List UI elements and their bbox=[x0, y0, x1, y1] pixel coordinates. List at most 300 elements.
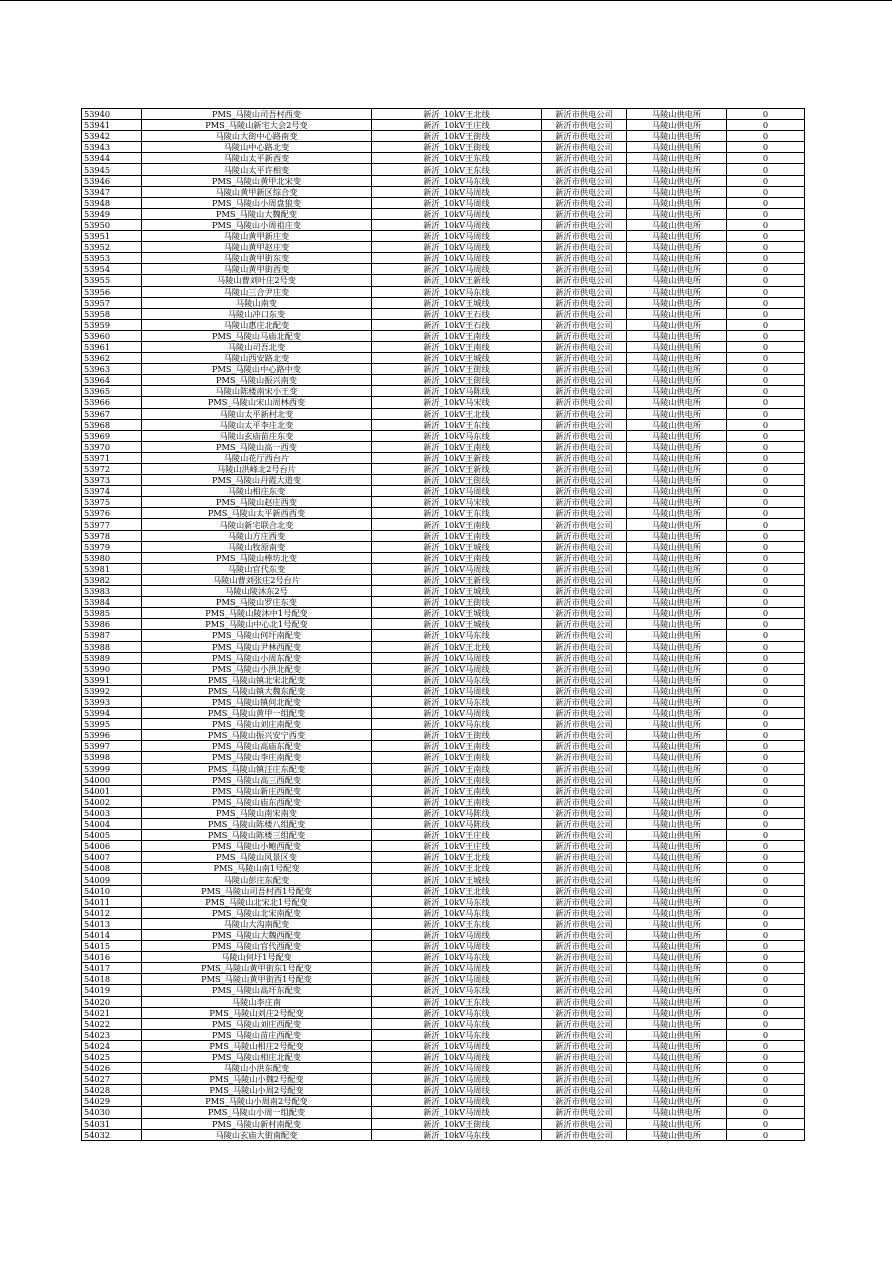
feeder-line-cell: 新沂_10kV王城线 bbox=[372, 619, 542, 630]
station-cell: 马陵山供电所 bbox=[627, 497, 727, 508]
company-cell: 新沂市供电公司 bbox=[542, 475, 627, 486]
row-id-cell: 53975 bbox=[82, 497, 142, 508]
transformer-name-cell: PMS_马陵山镇何北配变 bbox=[142, 696, 372, 707]
station-cell: 马陵山供电所 bbox=[627, 696, 727, 707]
feeder-line-cell: 新沂_10kV王街线 bbox=[372, 364, 542, 375]
station-cell: 马陵山供电所 bbox=[627, 807, 727, 818]
feeder-line-cell: 新沂_10kV马周线 bbox=[372, 1107, 542, 1118]
value-cell: 0 bbox=[727, 608, 805, 619]
table-row bbox=[82, 763, 805, 774]
station-cell: 马陵山供电所 bbox=[627, 142, 727, 153]
company-cell: 新沂市供电公司 bbox=[542, 497, 627, 508]
value-cell: 0 bbox=[727, 530, 805, 541]
value-cell: 0 bbox=[727, 1118, 805, 1129]
row-id-cell: 53943 bbox=[82, 142, 142, 153]
row-id-cell: 53993 bbox=[82, 696, 142, 707]
value-cell: 0 bbox=[727, 652, 805, 663]
company-cell: 新沂市供电公司 bbox=[542, 574, 627, 585]
value-cell: 0 bbox=[727, 674, 805, 685]
company-cell: 新沂市供电公司 bbox=[542, 1018, 627, 1029]
feeder-line-cell: 新沂_10kV马宋线 bbox=[372, 397, 542, 408]
table-row bbox=[82, 896, 805, 907]
transformer-name-cell: PMS_马陵山小周祖庄变 bbox=[142, 219, 372, 230]
value-cell: 0 bbox=[727, 1096, 805, 1107]
table-row bbox=[82, 641, 805, 652]
station-cell: 马陵山供电所 bbox=[627, 674, 727, 685]
transformer-name-cell: PMS_马陵山相庄2号配变 bbox=[142, 1040, 372, 1051]
value-cell: 0 bbox=[727, 497, 805, 508]
table-row bbox=[82, 1074, 805, 1085]
station-cell: 马陵山供电所 bbox=[627, 619, 727, 630]
station-cell: 马陵山供电所 bbox=[627, 752, 727, 763]
table-row bbox=[82, 408, 805, 419]
page-top-rule bbox=[0, 0, 892, 1]
row-id-cell: 54031 bbox=[82, 1118, 142, 1129]
table-row bbox=[82, 674, 805, 685]
feeder-line-cell: 新沂_10kV王街线 bbox=[372, 475, 542, 486]
feeder-line-cell: 新沂_10kV马周线 bbox=[372, 242, 542, 253]
company-cell: 新沂市供电公司 bbox=[542, 419, 627, 430]
transformer-name-cell: PMS_马陵山小周南2号配变 bbox=[142, 1096, 372, 1107]
table-row bbox=[82, 597, 805, 608]
feeder-line-cell: 新沂_10kV王东线 bbox=[372, 164, 542, 175]
table-row bbox=[82, 741, 805, 752]
transformer-name-cell: 马陵山西安路北变 bbox=[142, 353, 372, 364]
station-cell: 马陵山供电所 bbox=[627, 275, 727, 286]
table-row bbox=[82, 830, 805, 841]
feeder-line-cell: 新沂_10kV马周线 bbox=[372, 963, 542, 974]
station-cell: 马陵山供电所 bbox=[627, 219, 727, 230]
row-id-cell: 53950 bbox=[82, 219, 142, 230]
row-id-cell: 54019 bbox=[82, 985, 142, 996]
feeder-line-cell: 新沂_10kV马周线 bbox=[372, 1063, 542, 1074]
row-id-cell: 54002 bbox=[82, 796, 142, 807]
station-cell: 马陵山供电所 bbox=[627, 253, 727, 264]
station-cell: 马陵山供电所 bbox=[627, 586, 727, 597]
company-cell: 新沂市供电公司 bbox=[542, 763, 627, 774]
value-cell: 0 bbox=[727, 475, 805, 486]
value-cell: 0 bbox=[727, 208, 805, 219]
station-cell: 马陵山供电所 bbox=[627, 1018, 727, 1029]
table-row bbox=[82, 519, 805, 530]
table-row bbox=[82, 120, 805, 131]
transformer-name-cell: PMS_马陵山高庙东配变 bbox=[142, 741, 372, 752]
transformer-name-cell: 马陵山新宅联合北变 bbox=[142, 519, 372, 530]
feeder-line-cell: 新沂_10kV王南线 bbox=[372, 796, 542, 807]
transformer-name-cell: 马陵山冲口东变 bbox=[142, 308, 372, 319]
company-cell: 新沂市供电公司 bbox=[542, 941, 627, 952]
feeder-line-cell: 新沂_10kV王东线 bbox=[372, 996, 542, 1007]
transformer-name-cell: 马陵山小洪东配变 bbox=[142, 1063, 372, 1074]
row-id-cell: 53966 bbox=[82, 397, 142, 408]
company-cell: 新沂市供电公司 bbox=[542, 785, 627, 796]
station-cell: 马陵山供电所 bbox=[627, 341, 727, 352]
company-cell: 新沂市供电公司 bbox=[542, 408, 627, 419]
company-cell: 新沂市供电公司 bbox=[542, 918, 627, 929]
company-cell: 新沂市供电公司 bbox=[542, 674, 627, 685]
value-cell: 0 bbox=[727, 630, 805, 641]
company-cell: 新沂市供电公司 bbox=[542, 830, 627, 841]
value-cell: 0 bbox=[727, 131, 805, 142]
value-cell: 0 bbox=[727, 907, 805, 918]
table-row bbox=[82, 231, 805, 242]
feeder-line-cell: 新沂_10kV马周线 bbox=[372, 1074, 542, 1085]
station-cell: 马陵山供电所 bbox=[627, 852, 727, 863]
station-cell: 马陵山供电所 bbox=[627, 574, 727, 585]
transformer-name-cell: PMS_马陵山小周盘狼变 bbox=[142, 197, 372, 208]
feeder-line-cell: 新沂_10kV王东线 bbox=[372, 508, 542, 519]
value-cell: 0 bbox=[727, 308, 805, 319]
table-row bbox=[82, 264, 805, 275]
company-cell: 新沂市供电公司 bbox=[542, 608, 627, 619]
company-cell: 新沂市供电公司 bbox=[542, 1063, 627, 1074]
table-row bbox=[82, 319, 805, 330]
value-cell: 0 bbox=[727, 430, 805, 441]
table-row bbox=[82, 286, 805, 297]
value-cell: 0 bbox=[727, 597, 805, 608]
transformer-name-cell: 马陵山黄甲赵庄变 bbox=[142, 242, 372, 253]
company-cell: 新沂市供电公司 bbox=[542, 807, 627, 818]
station-cell: 马陵山供电所 bbox=[627, 109, 727, 120]
transformer-name-cell: PMS_马陵山官代西配变 bbox=[142, 941, 372, 952]
transformer-name-cell: 马陵山陈楼南宋小王变 bbox=[142, 386, 372, 397]
company-cell: 新沂市供电公司 bbox=[542, 863, 627, 874]
row-id-cell: 54027 bbox=[82, 1074, 142, 1085]
row-id-cell: 53968 bbox=[82, 419, 142, 430]
feeder-line-cell: 新沂_10kV马周线 bbox=[372, 186, 542, 197]
transformer-name-cell: PMS_马陵山新宅大会2号变 bbox=[142, 120, 372, 131]
table-row bbox=[82, 885, 805, 896]
company-cell: 新沂市供电公司 bbox=[542, 708, 627, 719]
value-cell: 0 bbox=[727, 1040, 805, 1051]
table-row bbox=[82, 785, 805, 796]
station-cell: 马陵山供电所 bbox=[627, 264, 727, 275]
transformer-name-cell: PMS_马陵山丹霞大道变 bbox=[142, 475, 372, 486]
feeder-line-cell: 新沂_10kV王北线 bbox=[372, 109, 542, 120]
company-cell: 新沂市供电公司 bbox=[542, 375, 627, 386]
value-cell: 0 bbox=[727, 353, 805, 364]
transformer-name-cell: PMS_马陵山棒坊北变 bbox=[142, 552, 372, 563]
station-cell: 马陵山供电所 bbox=[627, 641, 727, 652]
station-cell: 马陵山供电所 bbox=[627, 730, 727, 741]
company-cell: 新沂市供电公司 bbox=[542, 1107, 627, 1118]
feeder-line-cell: 新沂_10kV马周线 bbox=[372, 264, 542, 275]
station-cell: 马陵山供电所 bbox=[627, 1129, 727, 1140]
table-row bbox=[82, 574, 805, 585]
table-row bbox=[82, 796, 805, 807]
row-id-cell: 53941 bbox=[82, 120, 142, 131]
table-row bbox=[82, 1085, 805, 1096]
value-cell: 0 bbox=[727, 852, 805, 863]
station-cell: 马陵山供电所 bbox=[627, 308, 727, 319]
value-cell: 0 bbox=[727, 952, 805, 963]
station-cell: 马陵山供电所 bbox=[627, 830, 727, 841]
value-cell: 0 bbox=[727, 153, 805, 164]
company-cell: 新沂市供电公司 bbox=[542, 142, 627, 153]
company-cell: 新沂市供电公司 bbox=[542, 364, 627, 375]
value-cell: 0 bbox=[727, 752, 805, 763]
value-cell: 0 bbox=[727, 541, 805, 552]
value-cell: 0 bbox=[727, 918, 805, 929]
feeder-line-cell: 新沂_10kV王街线 bbox=[372, 131, 542, 142]
station-cell: 马陵山供电所 bbox=[627, 1118, 727, 1129]
feeder-line-cell: 新沂_10kV马陈线 bbox=[372, 386, 542, 397]
value-cell: 0 bbox=[727, 1051, 805, 1062]
table-row bbox=[82, 153, 805, 164]
station-cell: 马陵山供电所 bbox=[627, 1074, 727, 1085]
row-id-cell: 53996 bbox=[82, 730, 142, 741]
value-cell: 0 bbox=[727, 1085, 805, 1096]
company-cell: 新沂市供电公司 bbox=[542, 630, 627, 641]
company-cell: 新沂市供电公司 bbox=[542, 996, 627, 1007]
transformer-name-cell: 马陵山大街中心路南变 bbox=[142, 131, 372, 142]
station-cell: 马陵山供电所 bbox=[627, 819, 727, 830]
row-id-cell: 53981 bbox=[82, 563, 142, 574]
value-cell: 0 bbox=[727, 941, 805, 952]
value-cell: 0 bbox=[727, 974, 805, 985]
feeder-line-cell: 新沂_10kV王南线 bbox=[372, 341, 542, 352]
row-id-cell: 53969 bbox=[82, 430, 142, 441]
transformer-name-cell: PMS_马陵山大魏西配变 bbox=[142, 929, 372, 940]
row-id-cell: 53989 bbox=[82, 652, 142, 663]
station-cell: 马陵山供电所 bbox=[627, 774, 727, 785]
transformer-name-cell: 马陵山黄甲新区综合变 bbox=[142, 186, 372, 197]
value-cell: 0 bbox=[727, 663, 805, 674]
row-id-cell: 54022 bbox=[82, 1018, 142, 1029]
feeder-line-cell: 新沂_10kV马东线 bbox=[372, 907, 542, 918]
row-id-cell: 54030 bbox=[82, 1107, 142, 1118]
feeder-line-cell: 新沂_10kV王新线 bbox=[372, 275, 542, 286]
company-cell: 新沂市供电公司 bbox=[542, 131, 627, 142]
row-id-cell: 53961 bbox=[82, 341, 142, 352]
feeder-line-cell: 新沂_10kV马周线 bbox=[372, 1040, 542, 1051]
station-cell: 马陵山供电所 bbox=[627, 929, 727, 940]
table-row bbox=[82, 807, 805, 818]
value-cell: 0 bbox=[727, 796, 805, 807]
value-cell: 0 bbox=[727, 486, 805, 497]
station-cell: 马陵山供电所 bbox=[627, 796, 727, 807]
row-id-cell: 54025 bbox=[82, 1051, 142, 1062]
company-cell: 新沂市供电公司 bbox=[542, 952, 627, 963]
feeder-line-cell: 新沂_10kV王街线 bbox=[372, 1118, 542, 1129]
transformer-name-cell: 马陵山方庄西变 bbox=[142, 530, 372, 541]
feeder-line-cell: 新沂_10kV王北线 bbox=[372, 885, 542, 896]
table-row bbox=[82, 608, 805, 619]
station-cell: 马陵山供电所 bbox=[627, 896, 727, 907]
company-cell: 新沂市供电公司 bbox=[542, 929, 627, 940]
company-cell: 新沂市供电公司 bbox=[542, 452, 627, 463]
station-cell: 马陵山供电所 bbox=[627, 475, 727, 486]
row-id-cell: 53946 bbox=[82, 175, 142, 186]
value-cell: 0 bbox=[727, 830, 805, 841]
value-cell: 0 bbox=[727, 297, 805, 308]
value-cell: 0 bbox=[727, 996, 805, 1007]
station-cell: 马陵山供电所 bbox=[627, 541, 727, 552]
transformer-name-cell: 马陵山南变 bbox=[142, 297, 372, 308]
table-row bbox=[82, 375, 805, 386]
value-cell: 0 bbox=[727, 863, 805, 874]
transformer-name-cell: 马陵山玄庙大街南配变 bbox=[142, 1129, 372, 1140]
table-row bbox=[82, 109, 805, 120]
row-id-cell: 53949 bbox=[82, 208, 142, 219]
feeder-line-cell: 新沂_10kV王北线 bbox=[372, 641, 542, 652]
table-row bbox=[82, 941, 805, 952]
station-cell: 马陵山供电所 bbox=[627, 963, 727, 974]
table-row bbox=[82, 996, 805, 1007]
feeder-line-cell: 新沂_10kV马东线 bbox=[372, 674, 542, 685]
transformer-name-cell: PMS_马陵山新村南配变 bbox=[142, 1118, 372, 1129]
transformer-name-cell: 马陵山花厅西台片 bbox=[142, 452, 372, 463]
feeder-line-cell: 新沂_10kV王新线 bbox=[372, 574, 542, 585]
station-cell: 马陵山供电所 bbox=[627, 441, 727, 452]
table-row bbox=[82, 164, 805, 175]
feeder-line-cell: 新沂_10kV王城线 bbox=[372, 586, 542, 597]
feeder-line-cell: 新沂_10kV王南线 bbox=[372, 741, 542, 752]
value-cell: 0 bbox=[727, 719, 805, 730]
transformer-name-cell: PMS_马陵山宋山周林西变 bbox=[142, 397, 372, 408]
station-cell: 马陵山供电所 bbox=[627, 863, 727, 874]
value-cell: 0 bbox=[727, 341, 805, 352]
row-id-cell: 53979 bbox=[82, 541, 142, 552]
company-cell: 新沂市供电公司 bbox=[542, 430, 627, 441]
transformer-name-cell: PMS_马陵山黄甲北宋变 bbox=[142, 175, 372, 186]
transformer-name-cell: 马陵山陵沐东2号 bbox=[142, 586, 372, 597]
row-id-cell: 54029 bbox=[82, 1096, 142, 1107]
feeder-line-cell: 新沂_10kV王新线 bbox=[372, 464, 542, 475]
feeder-line-cell: 新沂_10kV王城线 bbox=[372, 874, 542, 885]
company-cell: 新沂市供电公司 bbox=[542, 1129, 627, 1140]
row-id-cell: 53959 bbox=[82, 319, 142, 330]
table-row bbox=[82, 464, 805, 475]
company-cell: 新沂市供电公司 bbox=[542, 619, 627, 630]
company-cell: 新沂市供电公司 bbox=[542, 219, 627, 230]
value-cell: 0 bbox=[727, 164, 805, 175]
table-row bbox=[82, 752, 805, 763]
transformer-name-cell: 马陵山相庄东变 bbox=[142, 486, 372, 497]
table-row bbox=[82, 242, 805, 253]
value-cell: 0 bbox=[727, 364, 805, 375]
station-cell: 马陵山供电所 bbox=[627, 1029, 727, 1040]
value-cell: 0 bbox=[727, 741, 805, 752]
company-cell: 新沂市供电公司 bbox=[542, 752, 627, 763]
feeder-line-cell: 新沂_10kV马周线 bbox=[372, 208, 542, 219]
station-cell: 马陵山供电所 bbox=[627, 597, 727, 608]
company-cell: 新沂市供电公司 bbox=[542, 353, 627, 364]
feeder-line-cell: 新沂_10kV马东线 bbox=[372, 985, 542, 996]
feeder-line-cell: 新沂_10kV马周线 bbox=[372, 219, 542, 230]
value-cell: 0 bbox=[727, 197, 805, 208]
table-row bbox=[82, 630, 805, 641]
row-id-cell: 53942 bbox=[82, 131, 142, 142]
row-id-cell: 54011 bbox=[82, 896, 142, 907]
station-cell: 马陵山供电所 bbox=[627, 1096, 727, 1107]
company-cell: 新沂市供电公司 bbox=[542, 907, 627, 918]
feeder-line-cell: 新沂_10kV王庄线 bbox=[372, 841, 542, 852]
company-cell: 新沂市供电公司 bbox=[542, 1007, 627, 1018]
station-cell: 马陵山供电所 bbox=[627, 874, 727, 885]
value-cell: 0 bbox=[727, 386, 805, 397]
station-cell: 马陵山供电所 bbox=[627, 153, 727, 164]
company-cell: 新沂市供电公司 bbox=[542, 253, 627, 264]
table-row bbox=[82, 430, 805, 441]
value-cell: 0 bbox=[727, 841, 805, 852]
transformer-name-cell: PMS_马陵山小鲍西配变 bbox=[142, 841, 372, 852]
value-cell: 0 bbox=[727, 730, 805, 741]
station-cell: 马陵山供电所 bbox=[627, 1063, 727, 1074]
transformer-name-cell: 马陵山太平许相变 bbox=[142, 164, 372, 175]
station-cell: 马陵山供电所 bbox=[627, 708, 727, 719]
feeder-line-cell: 新沂_10kV王城线 bbox=[372, 541, 542, 552]
table-row bbox=[82, 719, 805, 730]
row-id-cell: 54003 bbox=[82, 807, 142, 818]
row-id-cell: 53977 bbox=[82, 519, 142, 530]
station-cell: 马陵山供电所 bbox=[627, 120, 727, 131]
company-cell: 新沂市供电公司 bbox=[542, 1051, 627, 1062]
row-id-cell: 53999 bbox=[82, 763, 142, 774]
table-row bbox=[82, 774, 805, 785]
transformer-name-cell: PMS_马陵山中心路中变 bbox=[142, 364, 372, 375]
feeder-line-cell: 新沂_10kV王南线 bbox=[372, 552, 542, 563]
row-id-cell: 54006 bbox=[82, 841, 142, 852]
station-cell: 马陵山供电所 bbox=[627, 242, 727, 253]
row-id-cell: 53976 bbox=[82, 508, 142, 519]
table-row bbox=[82, 1029, 805, 1040]
row-id-cell: 53991 bbox=[82, 674, 142, 685]
feeder-line-cell: 新沂_10kV马东线 bbox=[372, 430, 542, 441]
feeder-line-cell: 新沂_10kV王北线 bbox=[372, 408, 542, 419]
transformer-name-cell: 马陵山惠庄北配变 bbox=[142, 319, 372, 330]
transformer-name-cell: PMS_马陵山司吾村西变 bbox=[142, 109, 372, 120]
row-id-cell: 53986 bbox=[82, 619, 142, 630]
station-cell: 马陵山供电所 bbox=[627, 164, 727, 175]
value-cell: 0 bbox=[727, 896, 805, 907]
value-cell: 0 bbox=[727, 508, 805, 519]
row-id-cell: 54026 bbox=[82, 1063, 142, 1074]
transformer-name-cell: PMS_马陵山振兴安宁西变 bbox=[142, 730, 372, 741]
transformer-name-cell: PMS_马陵山罗庄东变 bbox=[142, 597, 372, 608]
station-cell: 马陵山供电所 bbox=[627, 408, 727, 419]
row-id-cell: 53940 bbox=[82, 109, 142, 120]
company-cell: 新沂市供电公司 bbox=[542, 541, 627, 552]
station-cell: 马陵山供电所 bbox=[627, 685, 727, 696]
row-id-cell: 54010 bbox=[82, 885, 142, 896]
value-cell: 0 bbox=[727, 763, 805, 774]
company-cell: 新沂市供电公司 bbox=[542, 231, 627, 242]
row-id-cell: 53974 bbox=[82, 486, 142, 497]
feeder-line-cell: 新沂_10kV王东线 bbox=[372, 153, 542, 164]
feeder-line-cell: 新沂_10kV马周线 bbox=[372, 708, 542, 719]
table-row bbox=[82, 985, 805, 996]
value-cell: 0 bbox=[727, 408, 805, 419]
table-row bbox=[82, 929, 805, 940]
row-id-cell: 53960 bbox=[82, 330, 142, 341]
station-cell: 马陵山供电所 bbox=[627, 319, 727, 330]
station-cell: 马陵山供电所 bbox=[627, 530, 727, 541]
table-row bbox=[82, 863, 805, 874]
table-row bbox=[82, 341, 805, 352]
row-id-cell: 53964 bbox=[82, 375, 142, 386]
transformer-name-cell: PMS_马陵山镇汪庄东配变 bbox=[142, 763, 372, 774]
row-id-cell: 53954 bbox=[82, 264, 142, 275]
row-id-cell: 54023 bbox=[82, 1029, 142, 1040]
row-id-cell: 53948 bbox=[82, 197, 142, 208]
feeder-line-cell: 新沂_10kV马周线 bbox=[372, 1085, 542, 1096]
table-row bbox=[82, 663, 805, 674]
feeder-line-cell: 新沂_10kV马宋线 bbox=[372, 497, 542, 508]
transformer-name-cell: PMS_马陵山黄甲街东1号配变 bbox=[142, 963, 372, 974]
company-cell: 新沂市供电公司 bbox=[542, 563, 627, 574]
transformer-name-cell: PMS_马陵山南1号配变 bbox=[142, 863, 372, 874]
